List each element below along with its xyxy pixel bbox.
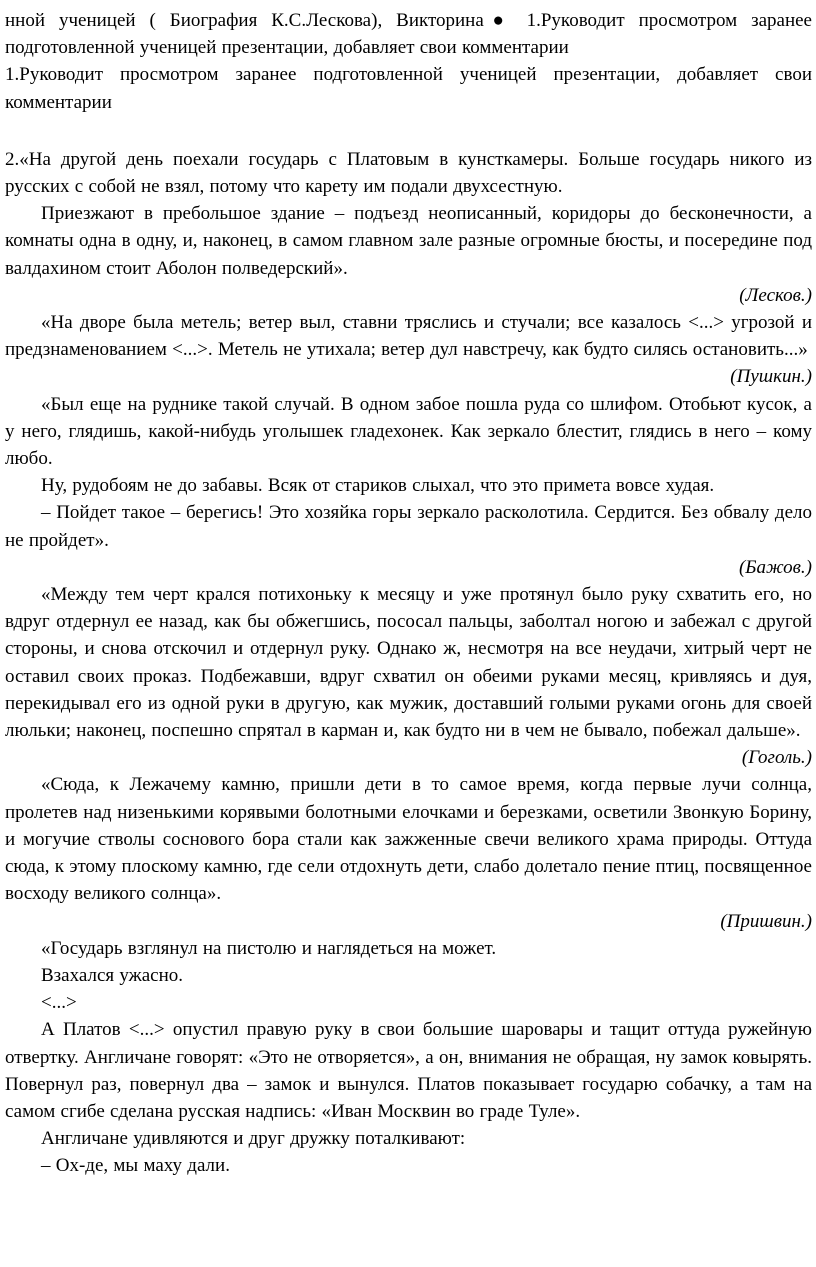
- attribution-bazhov: (Бажов.): [738, 556, 812, 578]
- lefty-quote-line-2: Взахался ужасно.: [41, 964, 184, 986]
- attribution-prishvin: (Пришвин.): [720, 910, 812, 932]
- bazhov-quote-paragraph-2: Ну, рудобоям не до забавы. Всяк от стариков слыхал, что это примета вовсе худая.: [41, 475, 715, 497]
- paragraph-gap: [5, 116, 812, 146]
- bazhov-quote-paragraph-3: – Пойдет такое – берегись! Это хозяйка горы зеркало расколотила. Сердится. Без обвалу дело не пройдет».: [5, 502, 812, 551]
- prishvin-quote-paragraph: «Сюда, к Лежачему камню, пришли дети в то самое время, когда первые лучи солнца, пролетев над низенькими корявыми болотными елочками и березками, осветили Звонкую Борину, и могучие стволы соснового бора стали как зажженные свечи великого храма природы. Оттуда сюда, к этому плоскому камню, где сели отдохнуть дети, слабо долетало пение птиц, посвященное восходу великого солнца».: [5, 774, 812, 905]
- gogol-quote-paragraph: «Между тем черт крался потихоньку к месяцу и уже протянул было руку схватить его, но вдруг отдернул ее назад, как бы обжегшись, пососал пальцы, заболтал ногою и забежал с другой стороны, и снова отскочил и отдернул руку. Однако ж, несмотря на все неудачи, хитрый черт не оставил своих проказ. Подбежавши, вдруг схватил он обеими руками месяц, кривляясь и дуя, перекидывал его из одной руки в другую, как мужик, доставший голыми руками огонь для своей люльки; наконец, поспешно спрятал в карман и, как будто ни в чем не бывало, побежал дальше».: [5, 584, 812, 742]
- lefty-quote-platov-paragraph: А Платов <...> опустил правую руку в свои большие шаровары и тащит оттуда ружейную отвертку. Англичане говорят: «Это не отворяется», а он, внимания не обращая, ну замок ковырять. Повернул раз, повернул два – замок и вынулся. Платов показывает государю собачку, а там на самом сгибе сделана русская надпись: «Иван Москвин во граде Туле».: [5, 1019, 812, 1122]
- attribution-leskov: (Лесков.): [739, 284, 812, 306]
- continuation-fragment-paragraph: нной ученицей ( Биография К.С.Лескова), Викторина● 1.Руководит просмотром заранее подготовленной ученицей презентации, добавляет свои комментарии: [5, 10, 812, 59]
- attribution-pushkin: (Пушкин.): [730, 366, 812, 388]
- lefty-quote-line-1: «Государь взглянул на пистолю и наглядеться на может.: [41, 937, 497, 959]
- leskov-quote-opening-paragraph: 2.«На другой день поехали государь с Платовым в кунсткамеры. Больше государь никого из русских с собой не взял, потому что карету им подали двухсестную.: [5, 148, 812, 198]
- lefty-quote-line-5: Англичане удивляются и друг дружку поталкивают:: [41, 1128, 466, 1150]
- numbered-item-paragraph: 1.Руководит просмотром заранее подготовленной ученицей презентации, добавляет свои комментарии: [5, 64, 812, 113]
- leskov-quote-body-paragraph: Приезжают в пребольшое здание – подъезд неописанный, коридоры до бесконечности, а комнаты одна в одну, и, наконец, в самом главном зале разные огромные бюсты, и посередине под валдахином стоит Аболон полведерский».: [5, 203, 812, 279]
- pushkin-quote-paragraph: «На дворе была метель; ветер выл, ставни тряслись и стучали; все казалось <...> угрозой и предзнаменованием <...>. Метель не утихала; ветер дул навстречу, как будто силясь остановить...»: [5, 312, 812, 361]
- attribution-gogol: (Гоголь.): [741, 747, 812, 769]
- lefty-quote-ellipsis-line: <...>: [41, 992, 77, 1014]
- bazhov-quote-paragraph-1: «Был еще на руднике такой случай. В одном забое пошла руда со шлифом. Отобьют кусок, а у него, глядишь, какой-нибудь уголышек гладехонек. Как зеркало блестит, глядись в него – кому любо.: [5, 393, 812, 470]
- lefty-quote-line-6: – Ох-де, мы маху дали.: [41, 1155, 230, 1177]
